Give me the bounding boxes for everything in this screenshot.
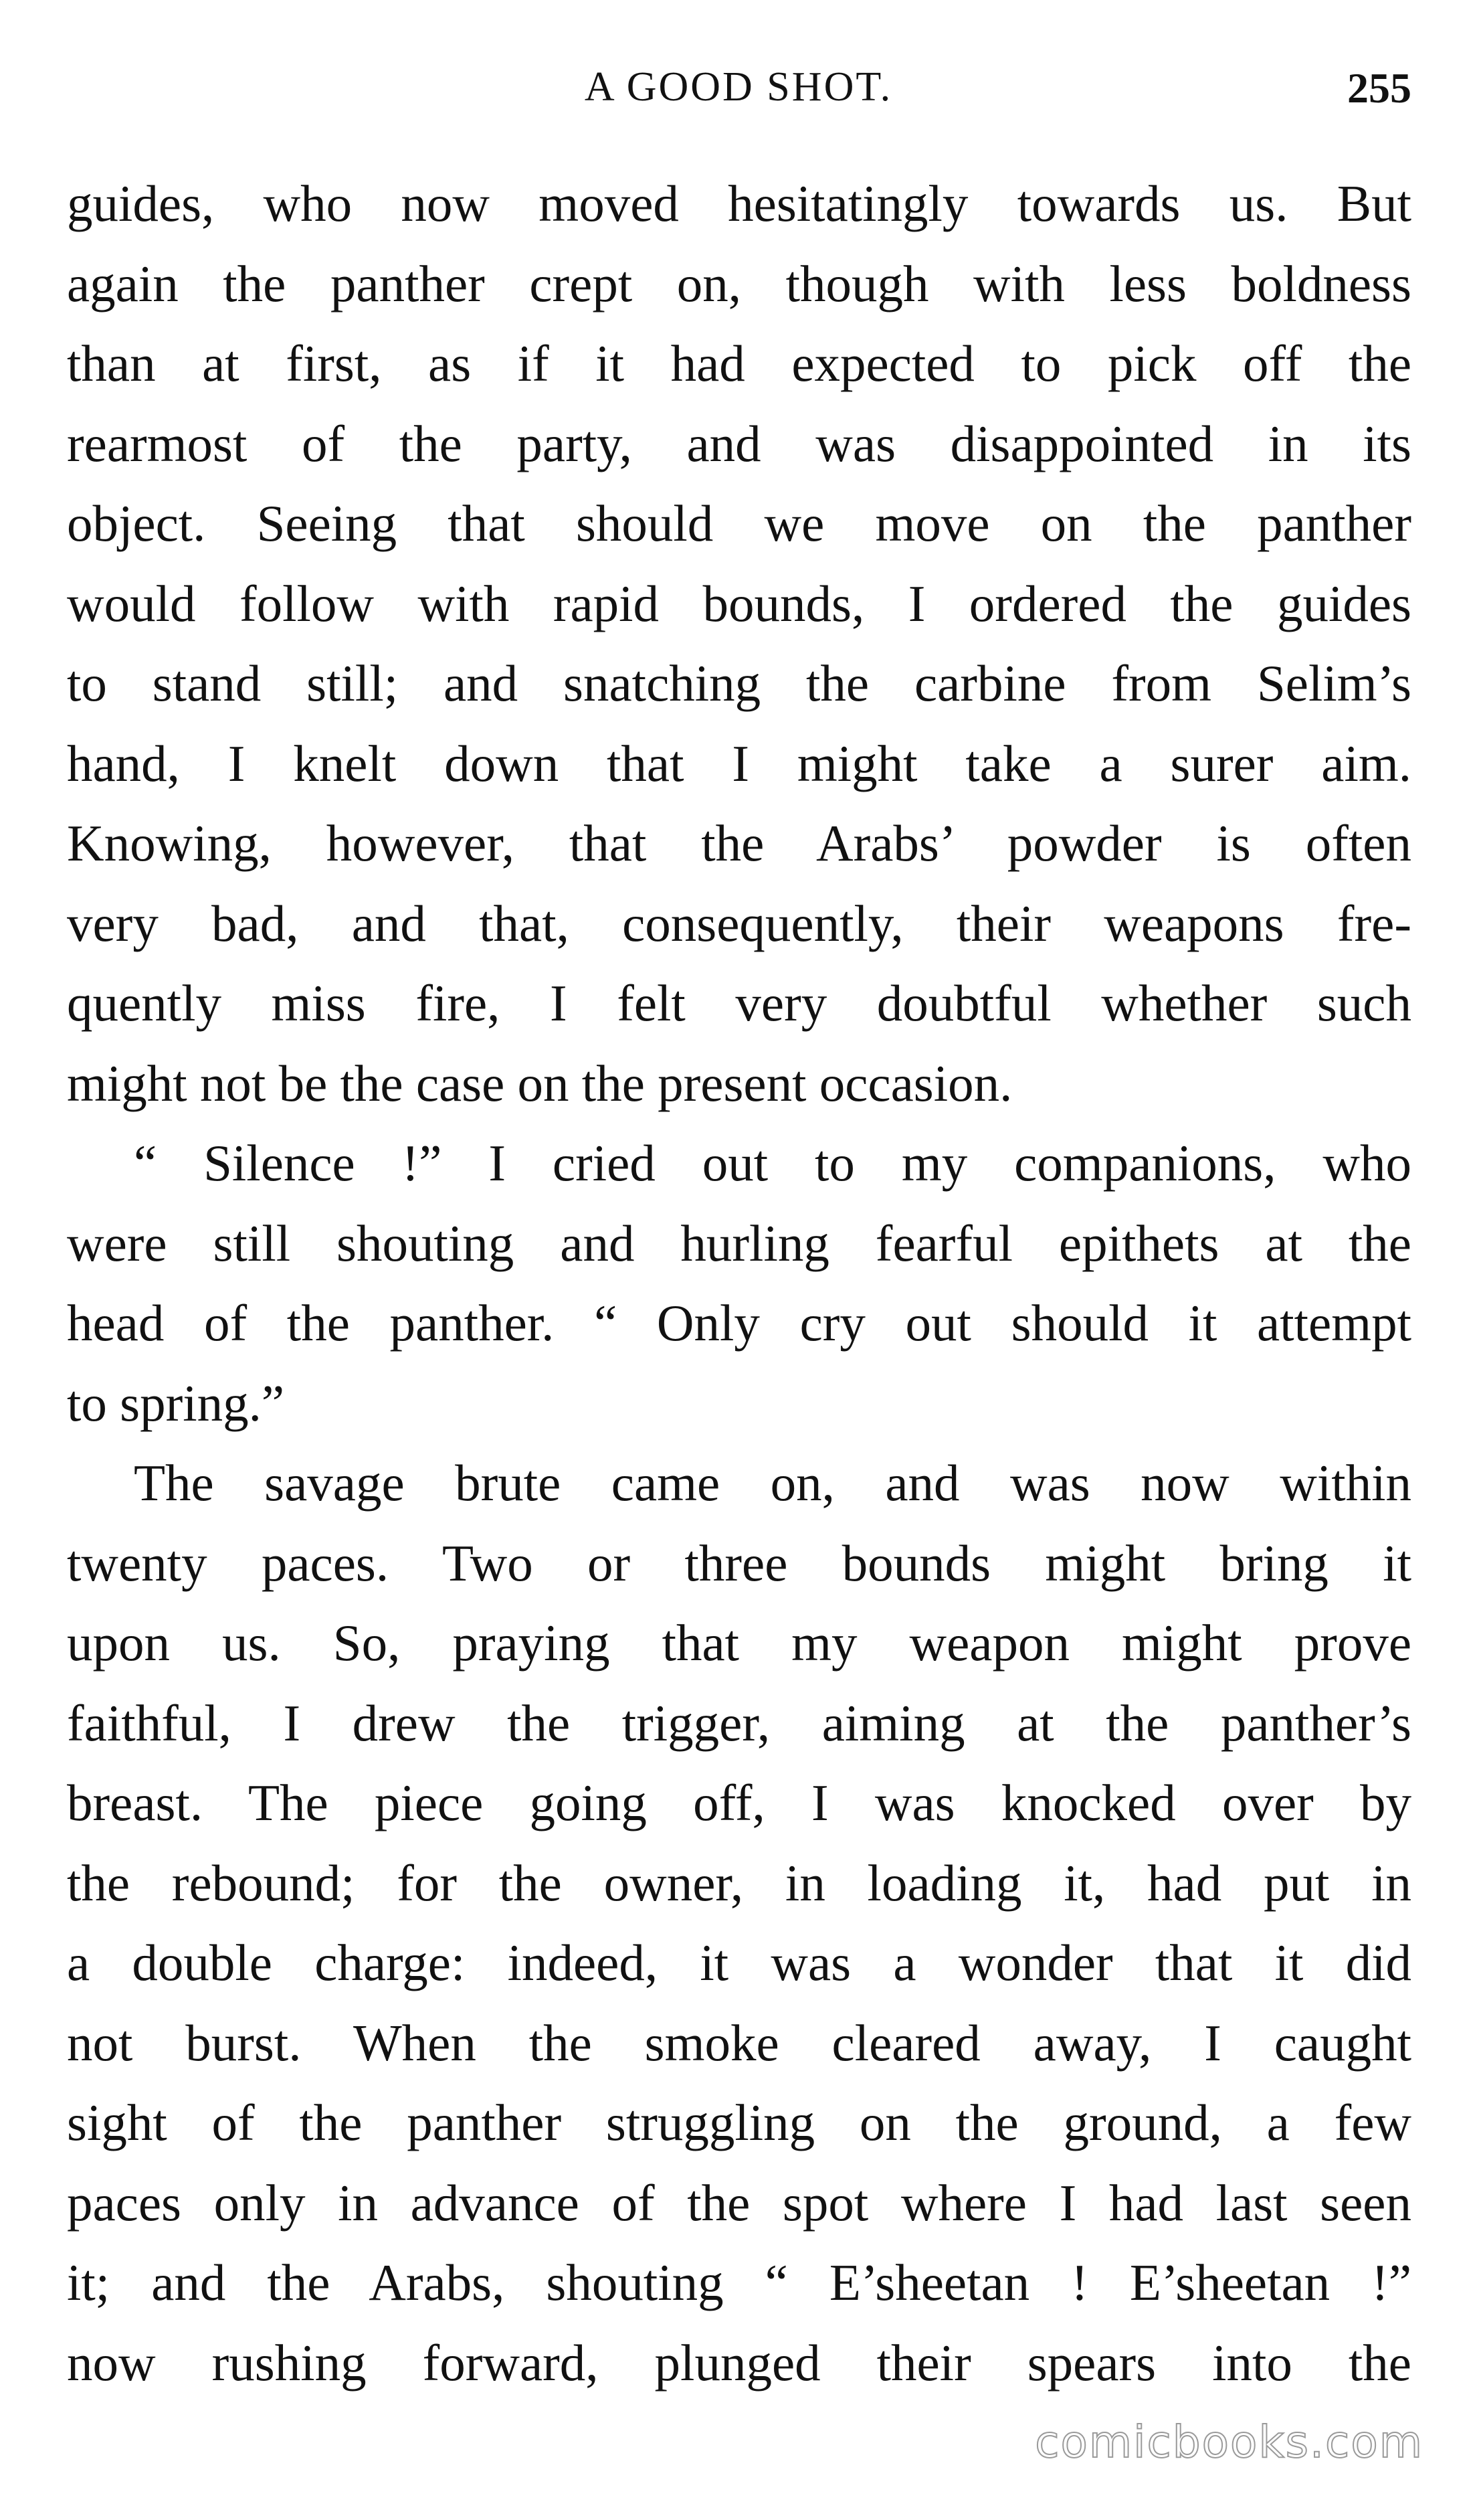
running-head: [0, 64, 1477, 117]
text-line: not burst. When the smoke cleared away, I caught: [67, 2013, 1411, 2072]
text-line: the rebound; for the owner, in loading it, had put in: [67, 1854, 1411, 1912]
text-line: guides, who now moved hesitatingly towards us. But: [67, 175, 1411, 232]
text-line: sight of the panther struggling on the ground, a few: [67, 2094, 1411, 2151]
text-line: might not be the case on the present occasion.: [67, 1054, 1013, 1112]
text-line: The savage brute came on, and was now within: [134, 1454, 1411, 1512]
text-line: again the panther crept on, though with less boldness: [67, 254, 1411, 312]
body-text: [67, 164, 1411, 2403]
text-line: object. Seeing that should we move on the panther: [67, 494, 1411, 552]
text-line: a double charge: indeed, it was a wonder that it did: [67, 1934, 1411, 1991]
text-line: were still shouting and hurling fearful epithets at the: [67, 1214, 1411, 1272]
text-line: faithful, I drew the trigger, aiming at the panther’s: [67, 1694, 1411, 1752]
text-line: Knowing, however, that the Arabs’ powder is often: [67, 814, 1411, 872]
text-line: quently miss fire, I felt very doubtful whether such: [67, 974, 1411, 1032]
text-line: rearmost of the party, and was disappointed in its: [67, 414, 1411, 472]
text-line: very bad, and that, consequently, their weapons fre-: [67, 894, 1411, 952]
text-line: “ Silence !” I cried out to my companions, who: [134, 1134, 1411, 1192]
text-line: to spring.”: [67, 1374, 285, 1432]
text-line: it; and the Arabs, shouting “ E’sheetan ! E’sheetan !”: [67, 2254, 1411, 2311]
text-line: twenty paces. Two or three bounds might bring it: [67, 1534, 1411, 1592]
text-line: hand, I knelt down that I might take a surer aim.: [67, 734, 1411, 792]
watermark: comicbooks.com: [1035, 2416, 1423, 2468]
text-line: would follow with rapid bounds, I ordered the guides: [67, 574, 1411, 632]
text-line: head of the panther. “ Only cry out should it attempt: [67, 1294, 1411, 1352]
page-number: 255: [1347, 64, 1411, 112]
text-line: to stand still; and snatching the carbine from Selim’s: [67, 654, 1411, 712]
text-line: breast. The piece going off, I was knocked over by: [67, 1774, 1411, 1831]
text-line: upon us. So, praying that my weapon might prove: [67, 1614, 1411, 1672]
running-title: A GOOD SHOT.: [584, 64, 893, 110]
text-line: now rushing forward, plunged their spears into the: [67, 2333, 1411, 2392]
text-line: than at first, as if it had expected to pick off the: [67, 335, 1411, 392]
text-line: paces only in advance of the spot where I had last seen: [67, 2173, 1411, 2232]
